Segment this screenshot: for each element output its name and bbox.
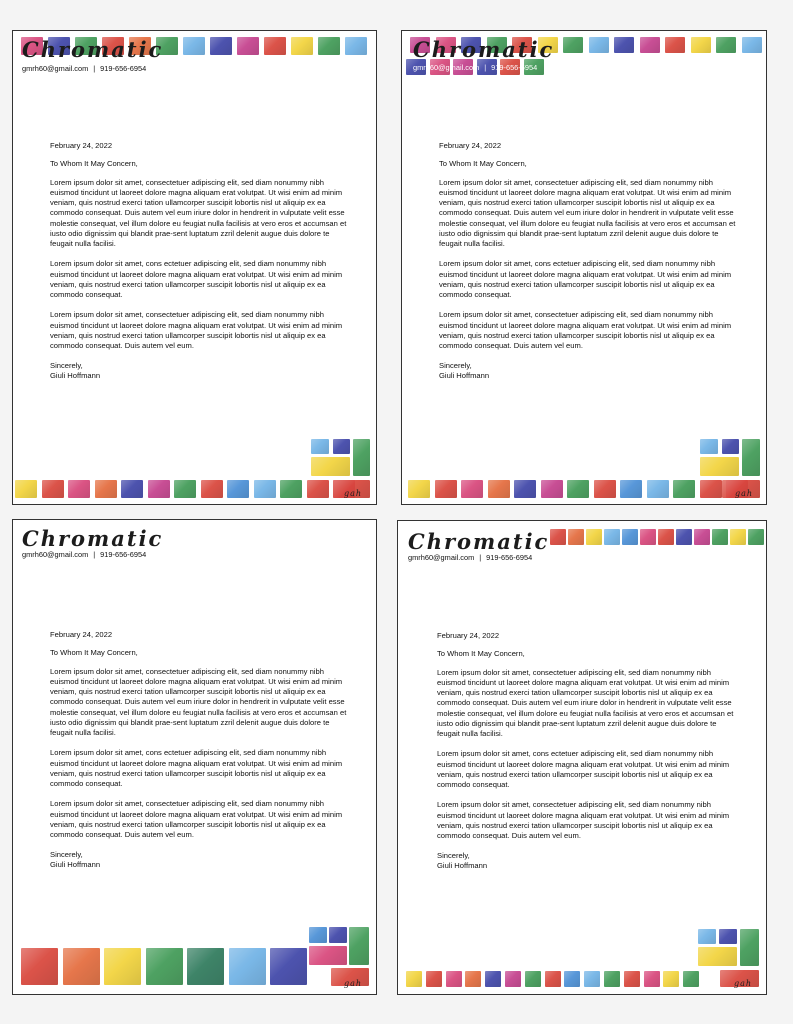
letter-paragraph-1: Lorem ipsum dolor sit amet, consectetuer adipiscing elit, sed diam nonummy nibh euismod tincidunt ut laoreet dolore magna aliquam erat volutpat. Ut wisi enim ad minim veniam, quis nostrud exerci tation ullamcorper suscipit lobortis nisl ut aliquip ex ea commodo consequat. Duis autem vel eum iriure dolor in hendrerit in vulputate velit esse molestie consequat, vel illum dolore eu feugiat nulla facilisis at vero eros et accumsan et iusto odio dignissim qui blandit prae-sent luptatum zzril delenit augue duis dolore te feugait nulla facilisi. <box>439 177 736 249</box>
bottom-color-square <box>505 971 521 987</box>
top-color-square <box>640 37 660 53</box>
letterhead-variant-4 <box>397 520 767 995</box>
bottom-color-square <box>426 971 442 987</box>
top-color-square <box>730 529 746 545</box>
top-color-square <box>318 37 340 55</box>
bottom-color-square <box>683 971 699 987</box>
monogram: gah <box>344 979 363 988</box>
bottom-color-square <box>307 480 329 498</box>
letter-date: February 24, 2022 <box>50 630 113 639</box>
corner-color-square <box>349 927 369 965</box>
corner-color-square <box>740 929 759 966</box>
top-color-square <box>586 529 602 545</box>
bottom-color-square <box>465 971 481 987</box>
corner-color-square <box>333 439 350 454</box>
top-color-square <box>665 37 685 53</box>
letter-signature: Giuli Hoffmann <box>50 860 101 870</box>
letter-closing: Sincerely, <box>50 850 83 860</box>
letter-closing: Sincerely, <box>50 361 83 371</box>
contact-phone: 919-656-6954 <box>486 553 533 562</box>
letter-date: February 24, 2022 <box>439 141 502 150</box>
top-color-square <box>563 37 583 53</box>
bottom-color-square <box>21 948 58 985</box>
contact-separator: | <box>484 63 487 72</box>
top-color-square <box>291 37 313 55</box>
bottom-color-square <box>254 480 276 498</box>
letter-greeting: To Whom It May Concern, <box>50 159 138 169</box>
top-color-square <box>691 37 711 53</box>
bottom-color-square <box>485 971 501 987</box>
letter-paragraph-2: Lorem ipsum dolor sit amet, cons ectetuer adipiscing elit, sed diam nonummy nibh euismod tincidunt ut laoreet dolore magna aliquam erat volutpat. Ut wisi enim ad minim veniam, quis nostrud exerci tation ullamcorper suscipit lobortis nisl ut aliquip ex ea commodo consequat. <box>439 259 732 300</box>
top-color-square <box>568 529 584 545</box>
bottom-color-square <box>461 480 483 498</box>
top-color-square <box>640 529 656 545</box>
corner-color-square <box>353 439 370 476</box>
letter-greeting: To Whom It May Concern, <box>50 648 138 658</box>
corner-color-square <box>698 947 737 966</box>
bottom-color-square <box>663 971 679 987</box>
bottom-color-square <box>620 480 642 498</box>
bottom-color-square <box>104 948 141 985</box>
contact-separator: | <box>479 553 482 562</box>
monogram: gah <box>344 489 363 498</box>
bottom-color-square <box>42 480 64 498</box>
letter-paragraph-3: Lorem ipsum dolor sit amet, consectetuer adipiscing elit, sed diam nonummy nibh euismod tincidunt ut laoreet dolore magna aliquam erat volutpat. Ut wisi enim ad minim veniam, quis nostrud exerci tation ullamcorper suscipit lobortis nisl ut aliquip ex ea commodo consequat. Duis autem vel eum. <box>50 310 343 351</box>
contact-line <box>408 553 532 562</box>
brand-logo: Chromatic <box>408 529 550 554</box>
corner-color-square <box>698 929 716 944</box>
top-color-square <box>210 37 232 55</box>
bottom-color-square <box>174 480 196 498</box>
top-color-square <box>622 529 638 545</box>
corner-color-square <box>742 439 760 476</box>
letter-closing: Sincerely, <box>439 361 472 371</box>
top-color-square <box>742 37 762 53</box>
bottom-color-square <box>148 480 170 498</box>
monogram: gah <box>734 979 753 988</box>
letter-paragraph-3: Lorem ipsum dolor sit amet, consectetuer adipiscing elit, sed diam nonummy nibh euismod tincidunt ut laoreet dolore magna aliquam erat volutpat. Ut wisi enim ad minim veniam, quis nostrud exerci tation ullamcorper suscipit lobortis nisl ut aliquip ex ea commodo consequat. Duis autem vel eum. <box>437 800 730 841</box>
bottom-color-square <box>514 480 536 498</box>
bottom-color-square <box>229 948 266 985</box>
bottom-color-square <box>227 480 249 498</box>
contact-separator: | <box>93 550 96 559</box>
bottom-color-square <box>406 971 422 987</box>
top-color-square <box>712 529 728 545</box>
contact-separator: | <box>93 64 96 73</box>
corner-color-square <box>329 927 347 943</box>
corner-color-square <box>309 946 347 965</box>
monogram: gah <box>735 489 754 498</box>
brand-logo: Chromatic <box>22 526 164 551</box>
contact-email: gmrh60@gmail.com <box>413 63 480 72</box>
letter-paragraph-3: Lorem ipsum dolor sit amet, consectetuer adipiscing elit, sed diam nonummy nibh euismod tincidunt ut laoreet dolore magna aliquam erat volutpat. Ut wisi enim ad minim veniam, quis nostrud exerci tation ullamcorper suscipit lobortis nisl ut aliquip ex ea commodo consequat. Duis autem vel eum. <box>439 310 732 351</box>
top-color-square <box>550 529 566 545</box>
corner-color-square <box>719 929 737 944</box>
letter-paragraph-3: Lorem ipsum dolor sit amet, consectetuer adipiscing elit, sed diam nonummy nibh euismod tincidunt ut laoreet dolore magna aliquam erat volutpat. Ut wisi enim ad minim veniam, quis nostrud exerci tation ullamcorper suscipit lobortis nisl ut aliquip ex ea commodo consequat. Duis autem vel eum. <box>50 799 343 840</box>
letterhead-variant-2 <box>401 30 767 505</box>
bottom-color-square <box>187 948 224 985</box>
contact-phone: 919-656-6954 <box>100 64 147 73</box>
bottom-color-square <box>280 480 302 498</box>
top-color-square <box>716 37 736 53</box>
bottom-color-square <box>63 948 100 985</box>
letterhead-variant-1 <box>12 30 377 505</box>
contact-phone: 919-656-6954 <box>491 63 538 72</box>
bottom-color-square <box>564 971 580 987</box>
corner-color-square <box>309 927 327 943</box>
letter-paragraph-2: Lorem ipsum dolor sit amet, cons ectetuer adipiscing elit, sed diam nonummy nibh euismod tincidunt ut laoreet dolore magna aliquam erat volutpat. Ut wisi enim ad minim veniam, quis nostrud exerci tation ullamcorper suscipit lobortis nisl ut aliquip ex ea commodo consequat. <box>50 259 343 300</box>
letter-paragraph-1: Lorem ipsum dolor sit amet, consectetuer adipiscing elit, sed diam nonummy nibh euismod tincidunt ut laoreet dolore magna aliquam erat volutpat. Ut wisi enim ad minim veniam, quis nostrud exerci tation ullamcorper suscipit lobortis nisl ut aliquip ex ea commodo consequat. Duis autem vel eum iriure dolor in hendrerit in vulputate velit esse molestie consequat, vel illum dolore eu feugiat nulla facilisis at vero eros et accumsan et iusto odio dignissim qui blandit prae-sent luptatum zzril delenit augue duis dolore te feugait nulla facilisi. <box>50 666 347 738</box>
bottom-color-square <box>624 971 640 987</box>
letter-signature: Giuli Hoffmann <box>50 371 101 381</box>
bottom-color-square <box>584 971 600 987</box>
contact-email: gmrh60@gmail.com <box>408 553 475 562</box>
corner-color-square <box>311 457 350 476</box>
top-color-square <box>264 37 286 55</box>
bottom-color-square <box>700 480 722 498</box>
bottom-color-square <box>446 971 462 987</box>
letter-paragraph-1: Lorem ipsum dolor sit amet, consectetuer adipiscing elit, sed diam nonummy nibh euismod tincidunt ut laoreet dolore magna aliquam erat volutpat. Ut wisi enim ad minim veniam, quis nostrud exerci tation ullamcorper suscipit lobortis nisl ut aliquip ex ea commodo consequat. Duis autem vel eum iriure dolor in hendrerit in vulputate velit esse molestie consequat, vel illum dolore eu feugiat nulla facilisis at vero eros et accumsan et iusto odio dignissim qui blandit prae-sent luptatum zzril delenit augue duis dolore te feugait nulla facilisi. <box>437 667 734 739</box>
letter-body <box>439 141 739 391</box>
contact-line <box>22 550 146 559</box>
top-color-square <box>589 37 609 53</box>
letter-date: February 24, 2022 <box>437 631 500 640</box>
top-color-square <box>345 37 367 55</box>
letterhead-variant-3 <box>12 519 377 995</box>
bottom-color-square <box>567 480 589 498</box>
bottom-color-square <box>545 971 561 987</box>
bottom-color-square <box>604 971 620 987</box>
top-color-square <box>658 529 674 545</box>
bottom-color-square <box>435 480 457 498</box>
letter-signature: Giuli Hoffmann <box>437 861 488 871</box>
corner-color-square <box>700 457 739 476</box>
letter-paragraph-2: Lorem ipsum dolor sit amet, cons ectetuer adipiscing elit, sed diam nonummy nibh euismod tincidunt ut laoreet dolore magna aliquam erat volutpat. Ut wisi enim ad minim veniam, quis nostrud exerci tation ullamcorper suscipit lobortis nisl ut aliquip ex ea commodo consequat. <box>50 748 343 789</box>
top-color-square <box>183 37 205 55</box>
top-color-square <box>237 37 259 55</box>
corner-color-square <box>722 439 739 454</box>
bottom-color-square <box>647 480 669 498</box>
letter-body <box>50 141 350 391</box>
letter-greeting: To Whom It May Concern, <box>437 649 525 659</box>
contact-line <box>413 63 537 72</box>
contact-email: gmrh60@gmail.com <box>22 550 89 559</box>
contact-phone: 919-656-6954 <box>100 550 147 559</box>
bottom-color-square <box>488 480 510 498</box>
brand-logo: Chromatic <box>413 37 555 62</box>
top-color-square <box>748 529 764 545</box>
bottom-color-square <box>408 480 430 498</box>
letter-signature: Giuli Hoffmann <box>439 371 490 381</box>
bottom-color-square <box>541 480 563 498</box>
letter-greeting: To Whom It May Concern, <box>439 159 527 169</box>
top-color-square <box>694 529 710 545</box>
brand-logo: Chromatic <box>22 37 164 62</box>
bottom-color-square <box>270 948 307 985</box>
letter-paragraph-2: Lorem ipsum dolor sit amet, cons ectetuer adipiscing elit, sed diam nonummy nibh euismod tincidunt ut laoreet dolore magna aliquam erat volutpat. Ut wisi enim ad minim veniam, quis nostrud exerci tation ullamcorper suscipit lobortis nisl ut aliquip ex ea commodo consequat. <box>437 749 730 790</box>
bottom-color-square <box>95 480 117 498</box>
bottom-color-square <box>594 480 616 498</box>
bottom-color-square <box>121 480 143 498</box>
corner-color-square <box>700 439 718 454</box>
letter-closing: Sincerely, <box>437 851 470 861</box>
bottom-color-square <box>68 480 90 498</box>
bottom-color-square <box>15 480 37 498</box>
bottom-color-square <box>673 480 695 498</box>
bottom-color-square <box>525 971 541 987</box>
top-color-square <box>604 529 620 545</box>
letter-date: February 24, 2022 <box>50 141 113 150</box>
letter-body <box>437 631 737 881</box>
top-color-square <box>676 529 692 545</box>
contact-line <box>22 64 146 73</box>
contact-email: gmrh60@gmail.com <box>22 64 89 73</box>
bottom-color-square <box>146 948 183 985</box>
corner-color-square <box>311 439 329 454</box>
top-color-square <box>614 37 634 53</box>
letter-paragraph-1: Lorem ipsum dolor sit amet, consectetuer adipiscing elit, sed diam nonummy nibh euismod tincidunt ut laoreet dolore magna aliquam erat volutpat. Ut wisi enim ad minim veniam, quis nostrud exerci tation ullamcorper suscipit lobortis nisl ut aliquip ex ea commodo consequat. Duis autem vel eum iriure dolor in hendrerit in vulputate velit esse molestie consequat, vel illum dolore eu feugiat nulla facilisis at vero eros et accumsan et iusto odio dignissim qui blandit prae-sent luptatum zzril delenit augue duis dolore te feugait nulla facilisi. <box>50 177 347 249</box>
bottom-color-square <box>201 480 223 498</box>
bottom-color-square <box>644 971 660 987</box>
letter-body <box>50 630 350 880</box>
